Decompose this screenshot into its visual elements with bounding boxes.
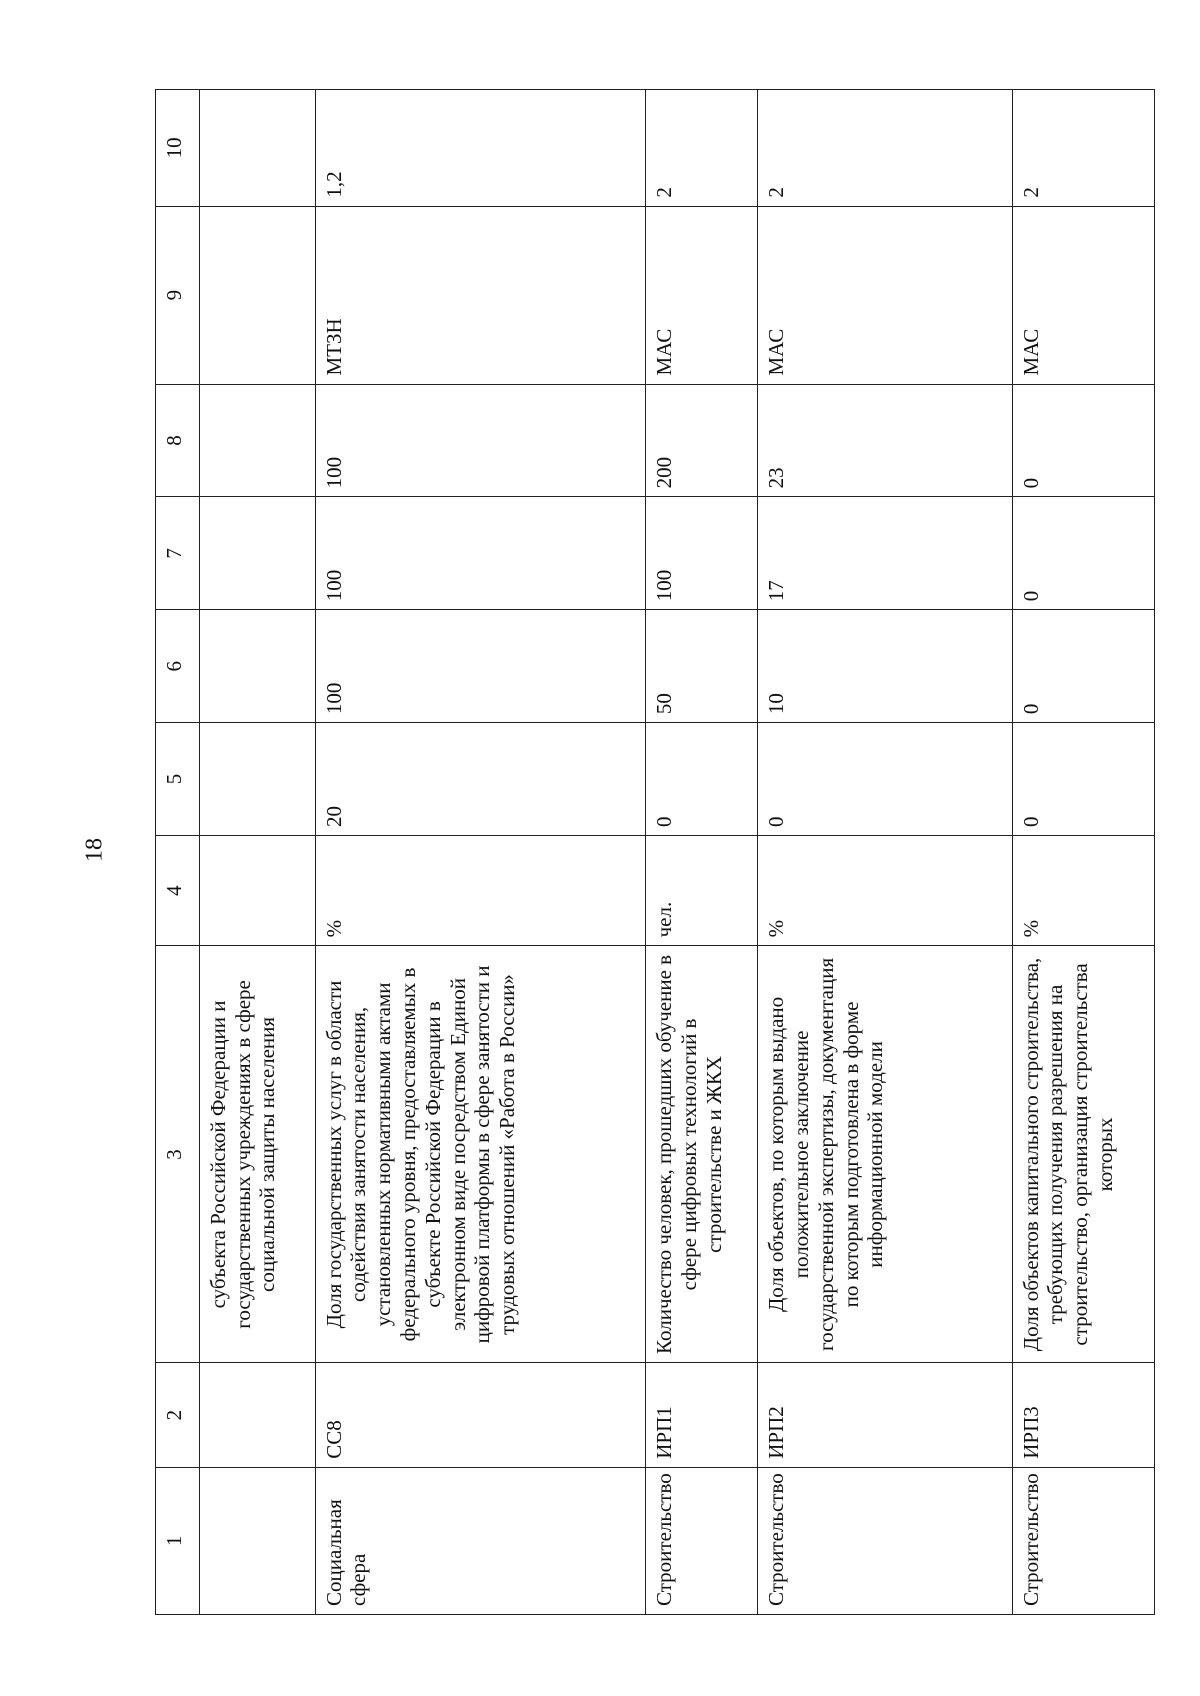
value-cell: 0 bbox=[1012, 497, 1154, 610]
indicator-cell: Доля объектов капитального строительства, требующих получения разрешения на строительство, организация строительства которых bbox=[1012, 946, 1154, 1363]
header-cell: 9 bbox=[156, 206, 200, 384]
responsible-cell: МАС bbox=[646, 206, 758, 384]
code-cell: СС8 bbox=[315, 1363, 646, 1467]
header-cell: 5 bbox=[156, 723, 200, 836]
sector-cell bbox=[199, 1467, 315, 1614]
indicator-cell: Количество человек, прошедших обучение в сфере цифровых технологий в строительстве и ЖКХ bbox=[646, 946, 758, 1363]
value-cell bbox=[199, 497, 315, 610]
header-cell: 10 bbox=[156, 90, 200, 207]
indicator-cell: Доля государственных услуг в области содействия занятости населения, установленных нормативными актами федерального уровня, предоставляемых в субъекте Российской Федерации в электронном виде посредством Единой цифровой платформы в сфере занятости и трудовых отношений «Работа в России» bbox=[315, 946, 646, 1363]
value-cell: 0 bbox=[758, 723, 1012, 836]
header-row bbox=[156, 90, 200, 1615]
table-row bbox=[646, 90, 758, 1615]
unit-cell: % bbox=[1012, 835, 1154, 945]
responsible-cell bbox=[199, 206, 315, 384]
table-row bbox=[1012, 90, 1154, 1615]
indicators-table bbox=[155, 89, 1155, 1615]
value-cell: 50 bbox=[646, 610, 758, 723]
sector-cell: Строительство bbox=[646, 1467, 758, 1614]
note-cell: 1,2 bbox=[315, 90, 646, 207]
header-cell: 4 bbox=[156, 835, 200, 945]
value-cell bbox=[199, 384, 315, 497]
header-cell: 2 bbox=[156, 1363, 200, 1467]
header-cell: 7 bbox=[156, 497, 200, 610]
value-cell: 0 bbox=[1012, 723, 1154, 836]
responsible-cell: МАС bbox=[758, 206, 1012, 384]
header-cell: 8 bbox=[156, 384, 200, 497]
value-cell: 100 bbox=[315, 610, 646, 723]
responsible-cell: МТЗН bbox=[315, 206, 646, 384]
value-cell: 20 bbox=[315, 723, 646, 836]
code-cell: ИРП1 bbox=[646, 1363, 758, 1467]
value-cell: 200 bbox=[646, 384, 758, 497]
unit-cell: % bbox=[758, 835, 1012, 945]
value-cell: 100 bbox=[315, 497, 646, 610]
header-cell: 6 bbox=[156, 610, 200, 723]
indicator-cell: субъекта Российской Федерации и государственных учреждениях в сфере социальной защиты населения bbox=[199, 946, 315, 1363]
code-cell: ИРП3 bbox=[1012, 1363, 1154, 1467]
responsible-cell: МАС bbox=[1012, 206, 1154, 384]
page-number: 18 bbox=[81, 838, 108, 862]
table-container bbox=[155, 89, 1155, 1615]
unit-cell bbox=[199, 835, 315, 945]
code-cell bbox=[199, 1363, 315, 1467]
value-cell: 100 bbox=[646, 497, 758, 610]
indicator-cell: Доля объектов, по которым выдано положительное заключение государственной экспертизы, документация по которым подготовлена в форме информационной модели bbox=[758, 946, 1012, 1363]
note-cell: 2 bbox=[646, 90, 758, 207]
note-cell: 2 bbox=[758, 90, 1012, 207]
value-cell: 0 bbox=[1012, 610, 1154, 723]
code-cell: ИРП2 bbox=[758, 1363, 1012, 1467]
value-cell bbox=[199, 723, 315, 836]
sector-cell: Социальная сфера bbox=[315, 1467, 646, 1614]
table-row bbox=[199, 90, 315, 1615]
unit-cell: чел. bbox=[646, 835, 758, 945]
value-cell: 10 bbox=[758, 610, 1012, 723]
value-cell: 17 bbox=[758, 497, 1012, 610]
table-row bbox=[315, 90, 646, 1615]
header-cell: 3 bbox=[156, 946, 200, 1363]
note-cell: 2 bbox=[1012, 90, 1154, 207]
value-cell: 23 bbox=[758, 384, 1012, 497]
rotated-table-frame bbox=[155, 89, 1155, 1615]
sector-cell: Строительство bbox=[1012, 1467, 1154, 1614]
value-cell: 100 bbox=[315, 384, 646, 497]
value-cell: 0 bbox=[1012, 384, 1154, 497]
value-cell: 0 bbox=[646, 723, 758, 836]
header-cell: 1 bbox=[156, 1467, 200, 1614]
note-cell bbox=[199, 90, 315, 207]
sector-cell: Строительство bbox=[758, 1467, 1012, 1614]
table-row bbox=[758, 90, 1012, 1615]
value-cell bbox=[199, 610, 315, 723]
unit-cell: % bbox=[315, 835, 646, 945]
